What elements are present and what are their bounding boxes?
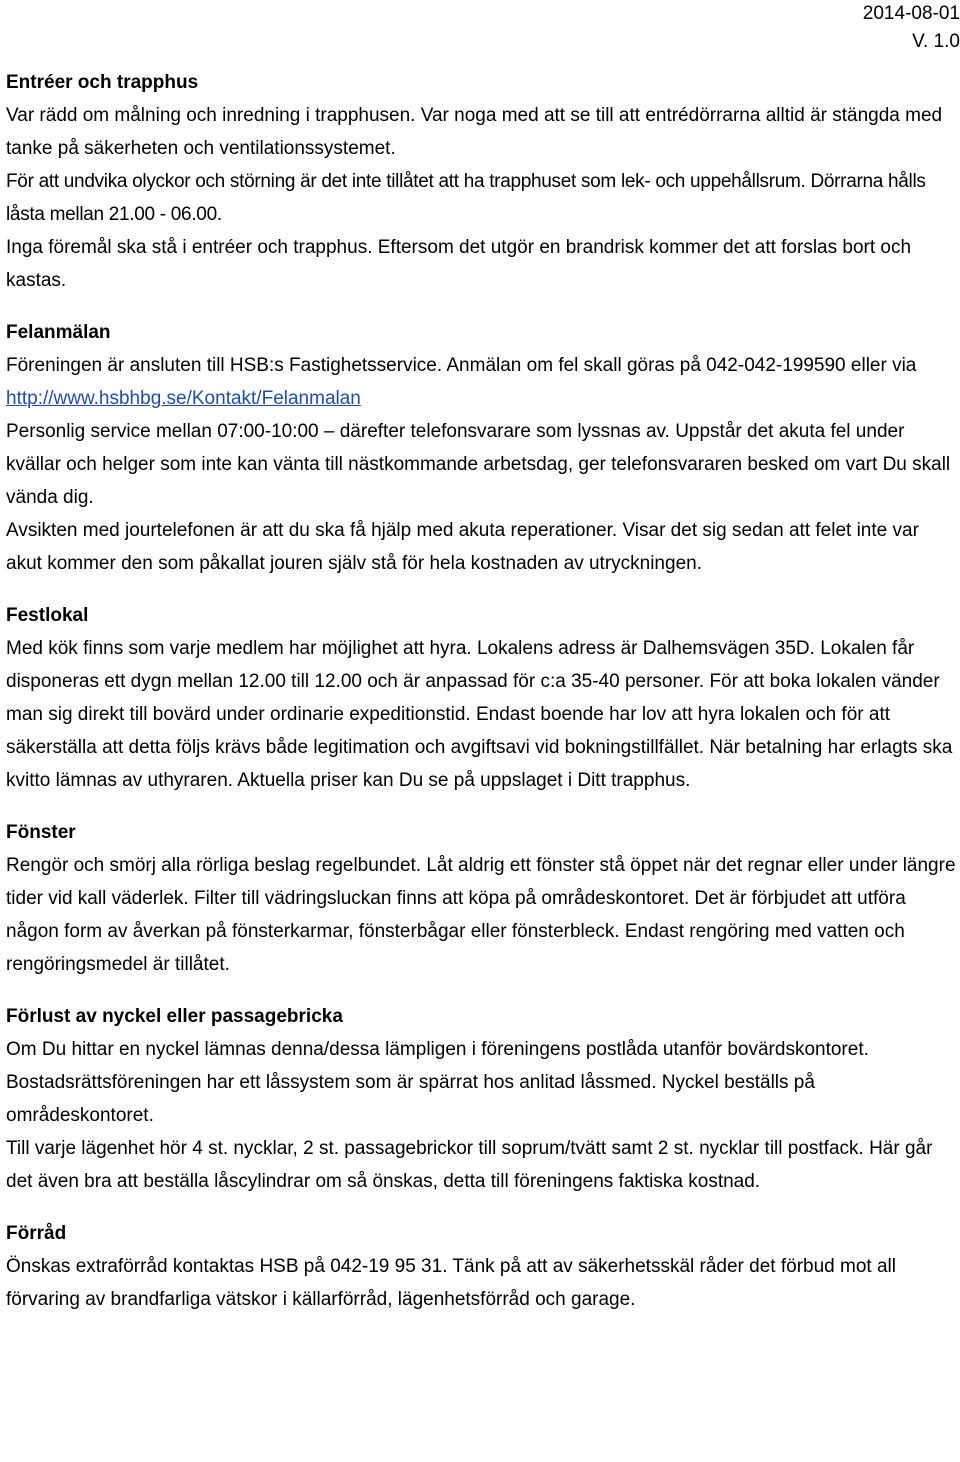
document-version: V. 1.0 bbox=[912, 31, 960, 52]
paragraph: Personlig service mellan 07:00-10:00 – därefter telefonsvarare som lyssnas av. Uppstår det akuta fel under kvällar och helger som inte kan vänta till nästkommande arbetsdag, ger telefonsvararen besked om vart Du skall vända dig. bbox=[6, 421, 951, 508]
section-forlust bbox=[6, 1000, 958, 1198]
paragraph: Avsikten med jourtelefonen är att du ska få hjälp med akuta reperationer. Visar det sig sedan att felet inte var akut kommer den som påkallat jouren själv stå för hela kostnaden av utryckningen. bbox=[6, 520, 919, 574]
section-felanmalan bbox=[6, 316, 958, 580]
section-festlokal bbox=[6, 599, 958, 797]
paragraph: Bostadsrättsföreningen har ett låssystem som är spärrat hos anlitad låssmed. Nyckel beställs på områdeskontoret. bbox=[6, 1072, 815, 1126]
section-title-festlokal: Festlokal bbox=[6, 605, 89, 626]
section-fonster bbox=[6, 816, 958, 981]
section-title-forlust: Förlust av nyckel eller passagebricka bbox=[6, 1006, 343, 1027]
section-entreer bbox=[6, 66, 958, 297]
paragraph: Med kök finns som varje medlem har möjlighet att hyra. Lokalens adress är Dalhemsvägen 35D. Lokalen får disponeras ett dygn mellan 12.00 till 12.00 och är anpassad för c:a 35-40 personer. För att boka lokalen vänder man sig direkt till bovärd under ordinarie expeditionstid. Endast boende har lov att hyra lokalen och för att säkerställa att detta följs krävs både legitimation och avgiftsavi vid bokningstillfället. När betalning har erlagts ska kvitto lämnas av uthyraren. Aktuella priser kan Du se på uppslaget i Ditt trapphus. bbox=[6, 638, 953, 791]
section-forrad bbox=[6, 1217, 958, 1316]
paragraph: Rengör och smörj alla rörliga beslag regelbundet. Låt aldrig ett fönster stå öppet när det regnar eller under längre tider vid kall väderlek. Filter till vädringsluckan finns att köpa på områdeskontoret. Det är förbjudet att utföra någon form av åverkan på fönsterkarmar, fönsterbågar eller fönsterbleck. Endast rengöring med vatten och rengöringsmedel är tillåtet. bbox=[6, 855, 956, 975]
paragraph: Var rädd om målning och inredning i trapphusen. Var noga med att se till att entrédörrarna alltid är stängda med tanke på säkerheten och ventilationssystemet. bbox=[6, 105, 943, 159]
section-title-felanmalan: Felanmälan bbox=[6, 322, 111, 343]
section-title-forrad: Förråd bbox=[6, 1223, 67, 1244]
document-body bbox=[6, 66, 958, 1335]
section-title-entreer: Entréer och trapphus bbox=[6, 72, 199, 93]
paragraph: Önskas extraförråd kontaktas HSB på 042-19 95 31. Tänk på att av säkerhetsskäl råder det förbud mot all förvaring av brandfarliga vätskor i källarförråd, lägenhetsförråd och garage. bbox=[6, 1256, 896, 1310]
link-paragraph bbox=[6, 382, 958, 415]
paragraph: Till varje lägenhet hör 4 st. nycklar, 2 st. passagebrickor till soprum/tvätt samt 2 st. nycklar till postfack. Här går det även bra att beställa låscylindrar om så önskas, detta till föreningens faktiska kostnad. bbox=[6, 1138, 933, 1192]
section-title-fonster: Fönster bbox=[6, 822, 76, 843]
felanmalan-link[interactable]: http://www.hsbhbg.se/Kontakt/Felanmalan bbox=[6, 388, 361, 409]
document-date: 2014-08-01 bbox=[862, 3, 960, 24]
paragraph: Föreningen är ansluten till HSB:s Fastighetsservice. Anmälan om fel skall göras på 042-042-199590 eller via bbox=[6, 355, 917, 376]
paragraph: För att undvika olyckor och störning är det inte tillåtet att ha trapphuset som lek- och uppehållsrum. Dörrarna hålls låsta mellan 21.00 - 06.00. bbox=[6, 171, 926, 225]
paragraph: Inga föremål ska stå i entréer och trapphus. Eftersom det utgör en brandrisk kommer det att forslas bort och kastas. bbox=[6, 237, 912, 291]
paragraph: Om Du hittar en nyckel lämnas denna/dessa lämpligen i föreningens postlåda utanför bovärdskontoret. bbox=[6, 1039, 869, 1060]
document-meta bbox=[863, 0, 960, 56]
